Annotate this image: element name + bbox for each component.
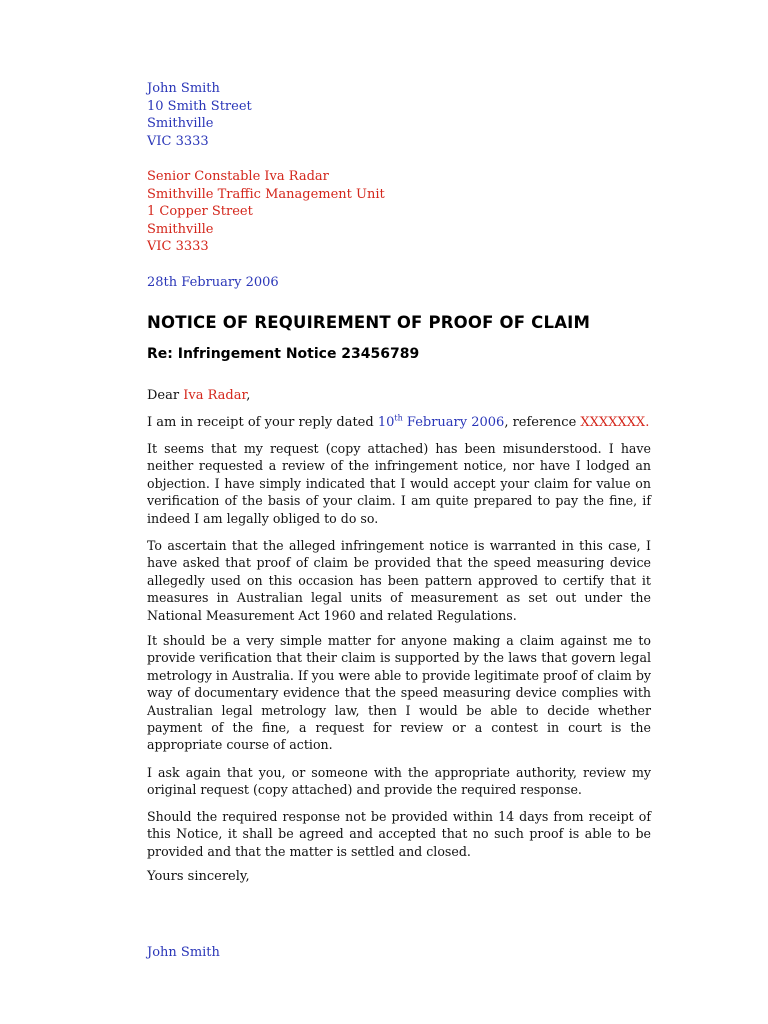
sender-address	[147, 80, 252, 150]
closing: Yours sincerely,	[147, 869, 250, 884]
recipient-unit: Smithville Traffic Management Unit	[147, 186, 385, 202]
sender-street: 10 Smith Street	[147, 98, 252, 114]
receipt-end: .	[645, 415, 650, 430]
paragraph-deadline: Should the required response not be provided within 14 days from receipt of this Notice, it shall be agreed and accepted that no such proof is able to be provided and that the matter is settled and closed.	[147, 809, 651, 859]
paragraph-verification: It should be a very simple matter for anyone making a claim against me to provide verification that their claim is supported by the laws that govern legal metrology in Australia. If you were able to provide legitimate proof of claim by way of documentary evidence that the speed measuring device complies with Australian legal metrology law, then I would be able to decide whether payment of the fine, a request for review or a contest in court is the appropriate course of action.	[147, 633, 651, 753]
reply-day-suffix: th	[394, 413, 403, 423]
salutation-name: Iva Radar	[183, 388, 247, 403]
salutation-greeting: Dear	[147, 388, 184, 403]
reply-day: 10	[377, 415, 395, 430]
paragraph-ask-again: I ask again that you, or someone with the appropriate authority, review my original request (copy attached) and provide the required response.	[147, 765, 651, 798]
receipt-middle: , reference	[504, 415, 581, 430]
sender-state-postcode: VIC 3333	[147, 133, 209, 149]
sender-name: John Smith	[147, 81, 220, 96]
recipient-town: Smithville	[147, 221, 214, 237]
reference-line: Re: Infringement Notice 23456789	[147, 346, 420, 362]
salutation-punct: ,	[246, 388, 251, 403]
recipient-address	[147, 168, 385, 256]
receipt-prefix: I am in receipt of your reply dated	[147, 415, 378, 430]
paragraph-misunderstood: It seems that my request (copy attached) has been misunderstood. I have neither requested a review of the infringement notice, nor have I lodged an objection. I have simply indicated that I would accept your claim for value on verification of the basis of your claim. I am quite prepared to pay the fine, if indeed I am legally obliged to do so.	[147, 441, 651, 526]
salutation	[147, 387, 250, 405]
reference-code: XXXXXXX	[580, 415, 646, 430]
signature-name: John Smith	[147, 945, 220, 960]
letter-title: NOTICE OF REQUIREMENT OF PROOF OF CLAIM	[147, 313, 591, 332]
reply-month-year: February 2006	[402, 415, 505, 430]
recipient-name: Senior Constable Iva Radar	[147, 169, 329, 184]
letter-date: 28th February 2006	[147, 275, 279, 290]
receipt-line	[147, 414, 649, 432]
recipient-state-postcode: VIC 3333	[147, 239, 209, 255]
sender-town: Smithville	[147, 116, 214, 132]
paragraph-proof-request: To ascertain that the alleged infringement notice is warranted in this case, I have asked that proof of claim be provided that the speed measuring device allegedly used on this occasion has been pattern approved to certify that it measures in Australian legal units of measurement as set out under the National Measurement Act 1960 and related Regulations.	[147, 538, 651, 623]
reply-date	[378, 415, 505, 430]
recipient-street: 1 Copper Street	[147, 204, 253, 220]
